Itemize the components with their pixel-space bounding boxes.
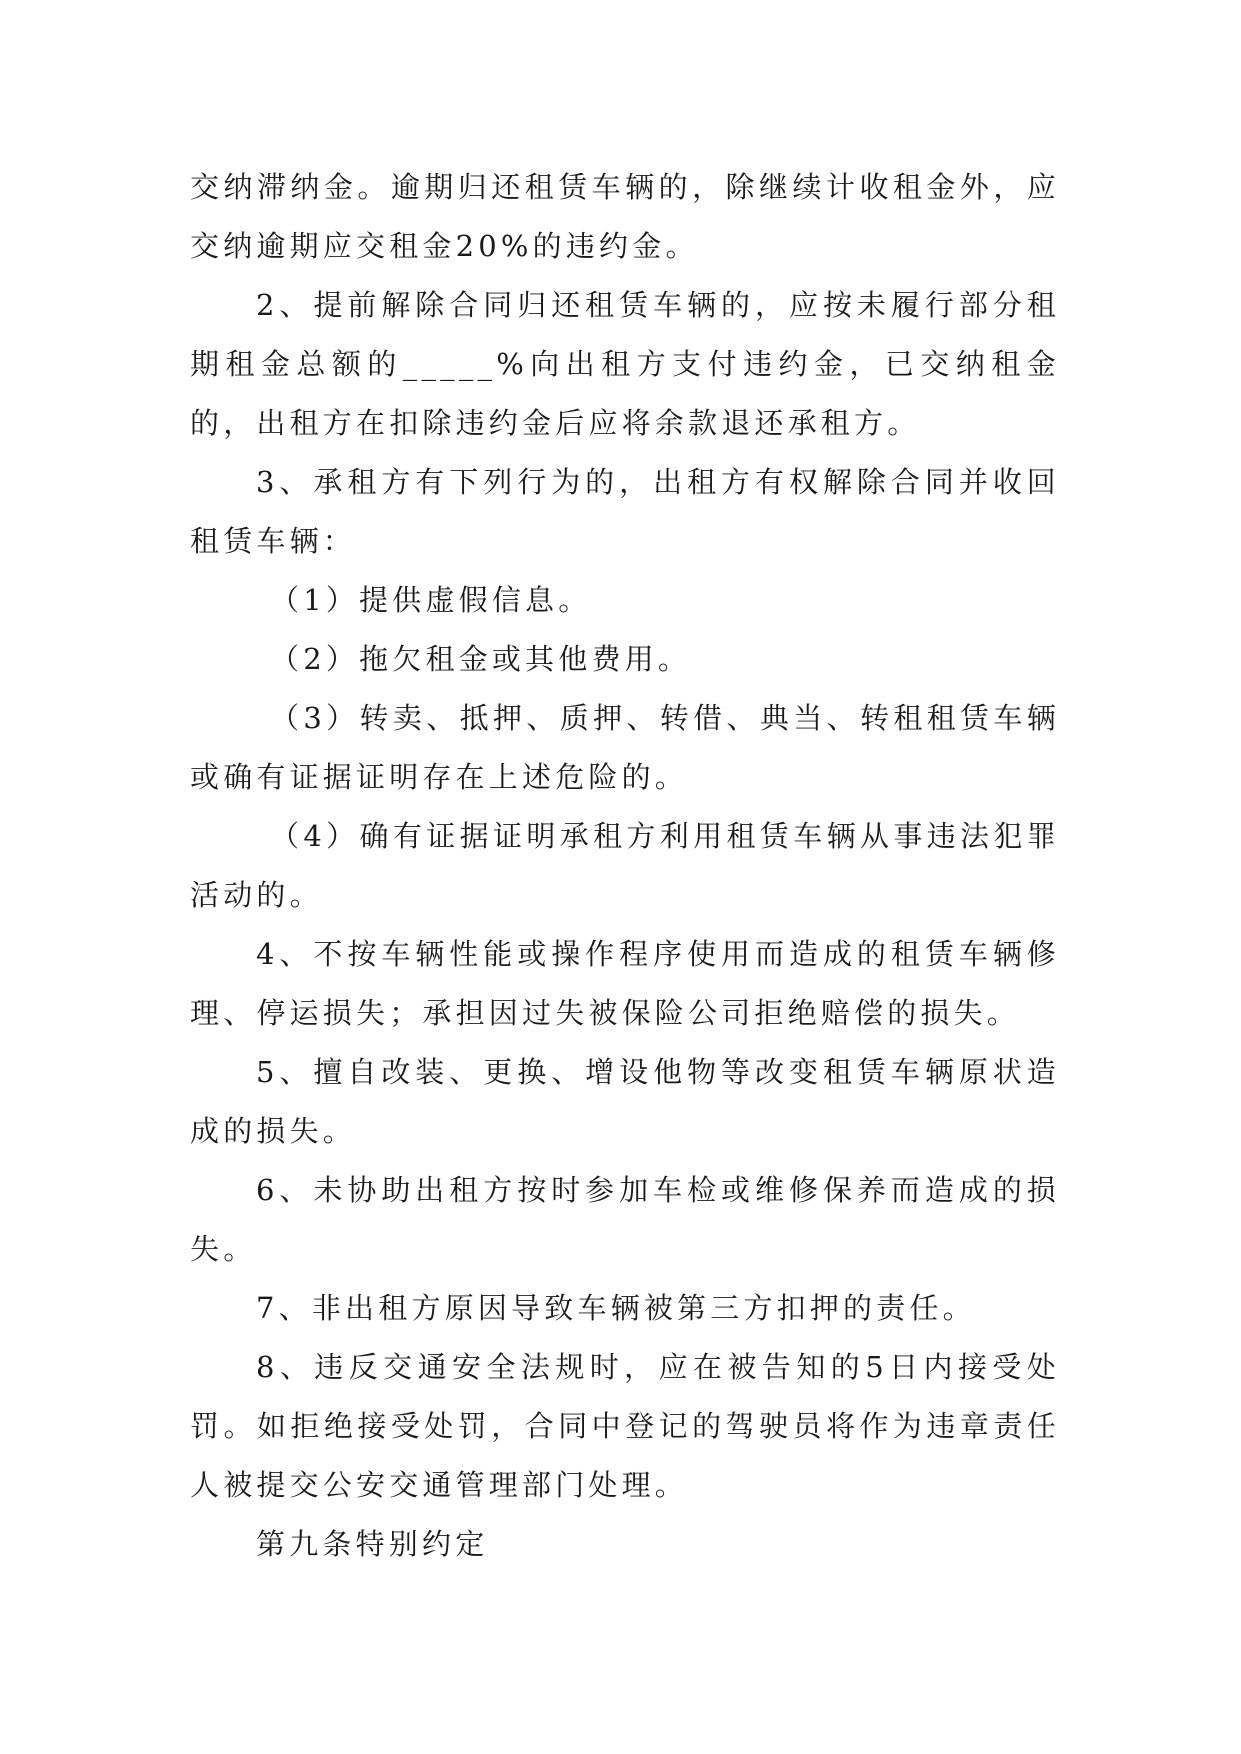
paragraph-item-4: （4）确有证据证明承租方利用租赁车辆从事违法犯罪活动的。	[190, 819, 1060, 912]
document-body	[190, 158, 1060, 1574]
paragraph-clause-8: 8、违反交通安全法规时，应在被告知的5日内接受处罚。如拒绝接受处罚，合同中登记的驾驶员将作为违章责任人被提交公安交通管理部门处理。	[190, 1350, 1060, 1502]
paragraph-clause-3: 3、承租方有下列行为的，出租方有权解除合同并收回租赁车辆：	[190, 465, 1060, 558]
paragraph-clause-4: 4、不按车辆性能或操作程序使用而造成的租赁车辆修理、停运损失；承担因过失被保险公司拒绝赔偿的损失。	[190, 937, 1060, 1030]
paragraph-item-3: （3）转卖、抵押、质押、转借、典当、转租租赁车辆或确有证据证明存在上述危险的。	[190, 701, 1060, 794]
section-heading-article-9: 第九条特别约定	[256, 1527, 489, 1561]
paragraph-late-fee: 交纳滞纳金。逾期归还租赁车辆的，除继续计收租金外，应交纳逾期应交租金20%的违约金。	[190, 170, 1060, 263]
paragraph-clause-6: 6、未协助出租方按时参加车检或维修保养而造成的损失。	[190, 1173, 1060, 1266]
paragraph-item-1: （1）提供虚假信息。	[270, 583, 592, 617]
paragraph-clause-2: 2、提前解除合同归还租赁车辆的，应按未履行部分租期租金总额的_____%向出租方支付违约金，已交纳租金的，出租方在扣除违约金后应将余款退还承租方。	[190, 288, 1060, 440]
paragraph-item-2: （2）拖欠租金或其他费用。	[270, 642, 692, 676]
paragraph-clause-5: 5、擅自改装、更换、增设他物等改变租赁车辆原状造成的损失。	[190, 1055, 1060, 1148]
paragraph-clause-7: 7、非出租方原因导致车辆被第三方扣押的责任。	[256, 1291, 976, 1325]
